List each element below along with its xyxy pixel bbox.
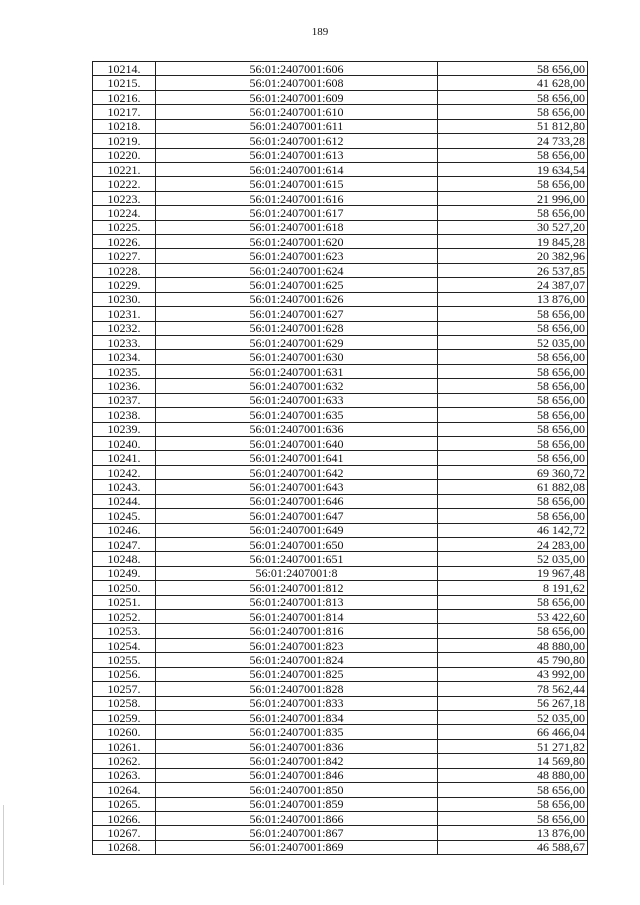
table-row <box>93 336 588 350</box>
cadastral-number-cell: 56:01:2407001:624 <box>156 263 438 277</box>
value-cell: 58 656,00 <box>438 393 588 407</box>
table-row <box>93 710 588 724</box>
cadastral-number-cell: 56:01:2407001:850 <box>156 783 438 797</box>
table-row <box>93 537 588 551</box>
cadastral-number-cell: 56:01:2407001:650 <box>156 537 438 551</box>
table-row <box>93 162 588 176</box>
cadastral-number-cell: 56:01:2407001:625 <box>156 278 438 292</box>
cadastral-number-cell: 56:01:2407001:859 <box>156 797 438 811</box>
value-cell: 58 656,00 <box>438 62 588 76</box>
table-row <box>93 364 588 378</box>
cadastral-value-table <box>92 61 588 855</box>
row-number-cell: 10219. <box>93 134 156 148</box>
cadastral-number-cell: 56:01:2407001:649 <box>156 523 438 537</box>
cadastral-number-cell: 56:01:2407001:641 <box>156 451 438 465</box>
value-cell: 61 882,08 <box>438 480 588 494</box>
value-cell: 58 656,00 <box>438 494 588 508</box>
row-number-cell: 10237. <box>93 393 156 407</box>
cadastral-number-cell: 56:01:2407001:866 <box>156 811 438 825</box>
value-cell: 46 142,72 <box>438 523 588 537</box>
table-row <box>93 768 588 782</box>
value-cell: 26 537,85 <box>438 263 588 277</box>
value-cell: 13 876,00 <box>438 826 588 840</box>
row-number-cell: 10254. <box>93 638 156 652</box>
table-row <box>93 134 588 148</box>
value-cell: 58 656,00 <box>438 408 588 422</box>
cadastral-number-cell: 56:01:2407001:824 <box>156 653 438 667</box>
table-row <box>93 451 588 465</box>
cadastral-number-cell: 56:01:2407001:635 <box>156 408 438 422</box>
value-cell: 8 191,62 <box>438 581 588 595</box>
row-number-cell: 10235. <box>93 364 156 378</box>
row-number-cell: 10230. <box>93 292 156 306</box>
row-number-cell: 10215. <box>93 76 156 90</box>
row-number-cell: 10232. <box>93 321 156 335</box>
table-row <box>93 797 588 811</box>
row-number-cell: 10221. <box>93 162 156 176</box>
table-row <box>93 206 588 220</box>
value-cell: 58 656,00 <box>438 177 588 191</box>
value-cell: 58 656,00 <box>438 307 588 321</box>
table-row <box>93 62 588 76</box>
row-number-cell: 10240. <box>93 436 156 450</box>
table-row <box>93 566 588 580</box>
row-number-cell: 10242. <box>93 465 156 479</box>
table-row <box>93 408 588 422</box>
row-number-cell: 10248. <box>93 552 156 566</box>
value-cell: 58 656,00 <box>438 797 588 811</box>
value-cell: 58 656,00 <box>438 509 588 523</box>
value-cell: 45 790,80 <box>438 653 588 667</box>
table-row <box>93 422 588 436</box>
cadastral-number-cell: 56:01:2407001:609 <box>156 90 438 104</box>
cadastral-number-cell: 56:01:2407001:623 <box>156 249 438 263</box>
value-cell: 19 845,28 <box>438 235 588 249</box>
value-cell: 52 035,00 <box>438 552 588 566</box>
value-cell: 56 267,18 <box>438 696 588 710</box>
cadastral-number-cell: 56:01:2407001:814 <box>156 610 438 624</box>
row-number-cell: 10234. <box>93 350 156 364</box>
value-cell: 52 035,00 <box>438 336 588 350</box>
cadastral-number-cell: 56:01:2407001:640 <box>156 436 438 450</box>
table-row <box>93 278 588 292</box>
table-row <box>93 610 588 624</box>
value-cell: 24 283,00 <box>438 537 588 551</box>
row-number-cell: 10255. <box>93 653 156 667</box>
table-row <box>93 840 588 854</box>
value-cell: 48 880,00 <box>438 638 588 652</box>
table-row <box>93 393 588 407</box>
row-number-cell: 10217. <box>93 105 156 119</box>
table-row <box>93 739 588 753</box>
value-cell: 58 656,00 <box>438 436 588 450</box>
value-cell: 13 876,00 <box>438 292 588 306</box>
row-number-cell: 10239. <box>93 422 156 436</box>
value-cell: 58 656,00 <box>438 206 588 220</box>
table-row <box>93 826 588 840</box>
value-cell: 43 992,00 <box>438 667 588 681</box>
value-cell: 41 628,00 <box>438 76 588 90</box>
table-row <box>93 350 588 364</box>
value-cell: 58 656,00 <box>438 364 588 378</box>
cadastral-number-cell: 56:01:2407001:651 <box>156 552 438 566</box>
row-number-cell: 10259. <box>93 710 156 724</box>
row-number-cell: 10268. <box>93 840 156 854</box>
cadastral-number-cell: 56:01:2407001:618 <box>156 220 438 234</box>
cadastral-number-cell: 56:01:2407001:636 <box>156 422 438 436</box>
value-cell: 51 812,80 <box>438 119 588 133</box>
table-row <box>93 436 588 450</box>
cadastral-number-cell: 56:01:2407001:615 <box>156 177 438 191</box>
row-number-cell: 10263. <box>93 768 156 782</box>
cadastral-number-cell: 56:01:2407001:813 <box>156 595 438 609</box>
table-row <box>93 191 588 205</box>
cadastral-number-cell: 56:01:2407001:631 <box>156 364 438 378</box>
table-row <box>93 105 588 119</box>
table-row <box>93 653 588 667</box>
table-row <box>93 235 588 249</box>
cadastral-number-cell: 56:01:2407001:833 <box>156 696 438 710</box>
table-row <box>93 76 588 90</box>
row-number-cell: 10227. <box>93 249 156 263</box>
row-number-cell: 10243. <box>93 480 156 494</box>
table-row <box>93 177 588 191</box>
table-row <box>93 783 588 797</box>
row-number-cell: 10231. <box>93 307 156 321</box>
value-cell: 58 656,00 <box>438 422 588 436</box>
table-row <box>93 638 588 652</box>
row-number-cell: 10267. <box>93 826 156 840</box>
table-row <box>93 307 588 321</box>
cadastral-number-cell: 56:01:2407001:869 <box>156 840 438 854</box>
value-cell: 58 656,00 <box>438 148 588 162</box>
cadastral-number-cell: 56:01:2407001:835 <box>156 725 438 739</box>
value-cell: 69 360,72 <box>438 465 588 479</box>
row-number-cell: 10216. <box>93 90 156 104</box>
table-body <box>93 62 588 855</box>
row-number-cell: 10251. <box>93 595 156 609</box>
table-row <box>93 148 588 162</box>
row-number-cell: 10250. <box>93 581 156 595</box>
table-row <box>93 624 588 638</box>
row-number-cell: 10253. <box>93 624 156 638</box>
row-number-cell: 10214. <box>93 62 156 76</box>
row-number-cell: 10264. <box>93 783 156 797</box>
table-row <box>93 667 588 681</box>
row-number-cell: 10222. <box>93 177 156 191</box>
cadastral-number-cell: 56:01:2407001:647 <box>156 509 438 523</box>
value-cell: 78 562,44 <box>438 682 588 696</box>
row-number-cell: 10223. <box>93 191 156 205</box>
table-row <box>93 523 588 537</box>
row-number-cell: 10260. <box>93 725 156 739</box>
row-number-cell: 10266. <box>93 811 156 825</box>
value-cell: 19 967,48 <box>438 566 588 580</box>
value-cell: 58 656,00 <box>438 451 588 465</box>
row-number-cell: 10238. <box>93 408 156 422</box>
cadastral-number-cell: 56:01:2407001:611 <box>156 119 438 133</box>
row-number-cell: 10257. <box>93 682 156 696</box>
table-row <box>93 595 588 609</box>
cadastral-number-cell: 56:01:2407001:629 <box>156 336 438 350</box>
cadastral-number-cell: 56:01:2407001:842 <box>156 754 438 768</box>
row-number-cell: 10244. <box>93 494 156 508</box>
row-number-cell: 10261. <box>93 739 156 753</box>
table-row <box>93 379 588 393</box>
row-number-cell: 10224. <box>93 206 156 220</box>
value-cell: 19 634,54 <box>438 162 588 176</box>
table-row <box>93 581 588 595</box>
table-row <box>93 220 588 234</box>
row-number-cell: 10245. <box>93 509 156 523</box>
cadastral-number-cell: 56:01:2407001:632 <box>156 379 438 393</box>
row-number-cell: 10233. <box>93 336 156 350</box>
value-cell: 53 422,60 <box>438 610 588 624</box>
value-cell: 20 382,96 <box>438 249 588 263</box>
row-number-cell: 10228. <box>93 263 156 277</box>
cadastral-number-cell: 56:01:2407001:836 <box>156 739 438 753</box>
cadastral-number-cell: 56:01:2407001:627 <box>156 307 438 321</box>
row-number-cell: 10262. <box>93 754 156 768</box>
cadastral-number-cell: 56:01:2407001:825 <box>156 667 438 681</box>
cadastral-number-cell: 56:01:2407001:823 <box>156 638 438 652</box>
table-row <box>93 292 588 306</box>
table-row <box>93 725 588 739</box>
table-row <box>93 754 588 768</box>
row-number-cell: 10236. <box>93 379 156 393</box>
cadastral-number-cell: 56:01:2407001:616 <box>156 191 438 205</box>
cadastral-number-cell: 56:01:2407001:633 <box>156 393 438 407</box>
row-number-cell: 10241. <box>93 451 156 465</box>
row-number-cell: 10265. <box>93 797 156 811</box>
table-row <box>93 811 588 825</box>
cadastral-number-cell: 56:01:2407001:8 <box>156 566 438 580</box>
cadastral-number-cell: 56:01:2407001:846 <box>156 768 438 782</box>
table-row <box>93 465 588 479</box>
row-number-cell: 10249. <box>93 566 156 580</box>
value-cell: 24 387,07 <box>438 278 588 292</box>
value-cell: 14 569,80 <box>438 754 588 768</box>
value-cell: 66 466,04 <box>438 725 588 739</box>
table-row <box>93 90 588 104</box>
row-number-cell: 10252. <box>93 610 156 624</box>
cadastral-number-cell: 56:01:2407001:834 <box>156 710 438 724</box>
cadastral-number-cell: 56:01:2407001:628 <box>156 321 438 335</box>
value-cell: 58 656,00 <box>438 783 588 797</box>
value-cell: 46 588,67 <box>438 840 588 854</box>
row-number-cell: 10256. <box>93 667 156 681</box>
cadastral-number-cell: 56:01:2407001:643 <box>156 480 438 494</box>
scan-edge-line <box>3 805 4 885</box>
table-row <box>93 552 588 566</box>
cadastral-number-cell: 56:01:2407001:613 <box>156 148 438 162</box>
row-number-cell: 10218. <box>93 119 156 133</box>
value-cell: 21 996,00 <box>438 191 588 205</box>
cadastral-number-cell: 56:01:2407001:614 <box>156 162 438 176</box>
value-cell: 58 656,00 <box>438 811 588 825</box>
row-number-cell: 10226. <box>93 235 156 249</box>
page-number: 189 <box>311 26 329 38</box>
cadastral-number-cell: 56:01:2407001:620 <box>156 235 438 249</box>
cadastral-number-cell: 56:01:2407001:646 <box>156 494 438 508</box>
row-number-cell: 10246. <box>93 523 156 537</box>
table-row <box>93 696 588 710</box>
value-cell: 52 035,00 <box>438 710 588 724</box>
value-cell: 51 271,82 <box>438 739 588 753</box>
row-number-cell: 10229. <box>93 278 156 292</box>
table-row <box>93 682 588 696</box>
cadastral-number-cell: 56:01:2407001:626 <box>156 292 438 306</box>
table-row <box>93 494 588 508</box>
value-cell: 58 656,00 <box>438 321 588 335</box>
table-row <box>93 321 588 335</box>
value-cell: 58 656,00 <box>438 624 588 638</box>
cadastral-number-cell: 56:01:2407001:606 <box>156 62 438 76</box>
cadastral-number-cell: 56:01:2407001:642 <box>156 465 438 479</box>
value-cell: 58 656,00 <box>438 595 588 609</box>
cadastral-number-cell: 56:01:2407001:612 <box>156 134 438 148</box>
row-number-cell: 10247. <box>93 537 156 551</box>
cadastral-number-cell: 56:01:2407001:816 <box>156 624 438 638</box>
cadastral-number-cell: 56:01:2407001:867 <box>156 826 438 840</box>
value-cell: 24 733,28 <box>438 134 588 148</box>
cadastral-number-cell: 56:01:2407001:812 <box>156 581 438 595</box>
cadastral-number-cell: 56:01:2407001:630 <box>156 350 438 364</box>
cadastral-number-cell: 56:01:2407001:828 <box>156 682 438 696</box>
value-cell: 58 656,00 <box>438 350 588 364</box>
table-row <box>93 263 588 277</box>
value-cell: 30 527,20 <box>438 220 588 234</box>
value-cell: 48 880,00 <box>438 768 588 782</box>
cadastral-number-cell: 56:01:2407001:617 <box>156 206 438 220</box>
value-cell: 58 656,00 <box>438 90 588 104</box>
row-number-cell: 10258. <box>93 696 156 710</box>
table-row <box>93 509 588 523</box>
table-row <box>93 480 588 494</box>
table-row <box>93 249 588 263</box>
cadastral-number-cell: 56:01:2407001:608 <box>156 76 438 90</box>
cadastral-number-cell: 56:01:2407001:610 <box>156 105 438 119</box>
value-cell: 58 656,00 <box>438 379 588 393</box>
row-number-cell: 10220. <box>93 148 156 162</box>
table-row <box>93 119 588 133</box>
value-cell: 58 656,00 <box>438 105 588 119</box>
row-number-cell: 10225. <box>93 220 156 234</box>
